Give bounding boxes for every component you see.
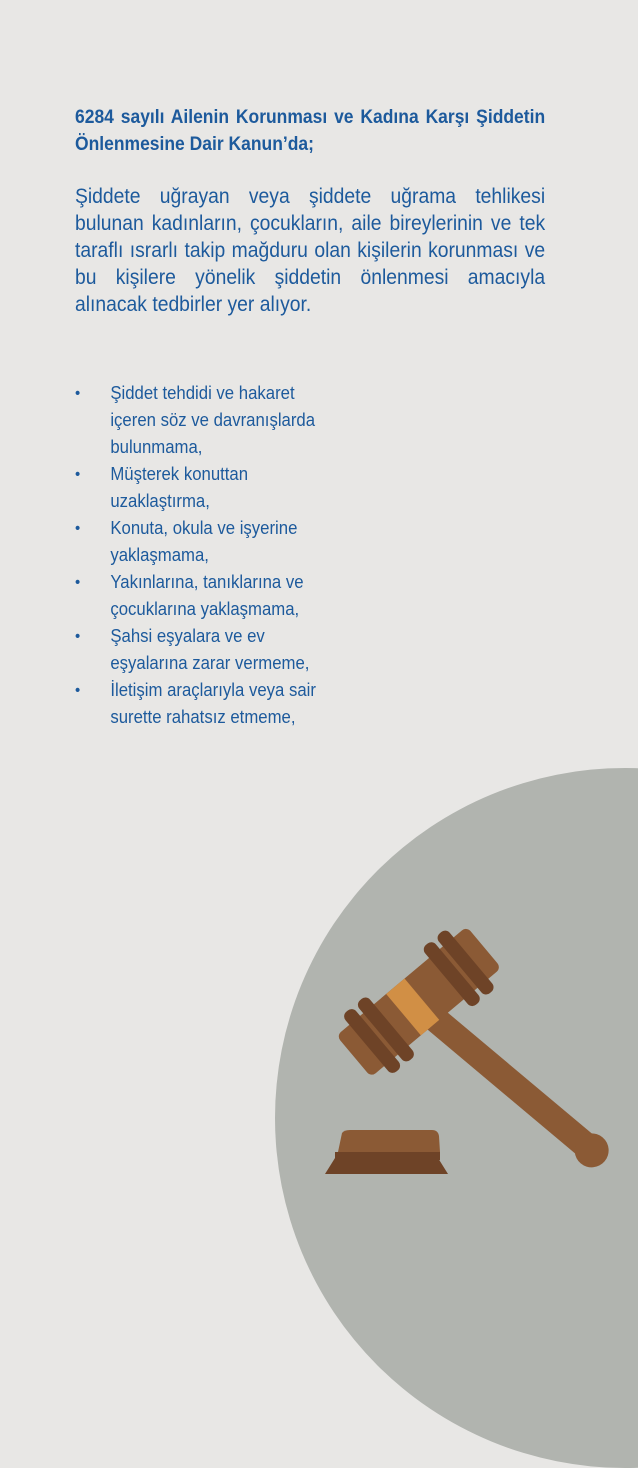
list-item-text: Yakınlarına, tanıklarına ve çocuklarına yaklaşmama, [110, 572, 304, 619]
list-item [75, 461, 334, 515]
list-item [75, 569, 334, 623]
list-item-text: Şiddet tehdidi ve hakaret içeren söz ve davranışlarda bulunmama, [110, 383, 316, 457]
bullet-icon: • [75, 385, 81, 402]
list-item-text: Müşterek konuttan uzaklaştırma, [110, 464, 249, 511]
list-item [75, 677, 334, 731]
list-item-text: Konuta, okula ve işyerine yaklaşmama, [110, 518, 298, 565]
bullet-icon: • [75, 520, 81, 537]
bullet-icon: • [75, 574, 81, 591]
bullet-icon: • [75, 628, 81, 645]
measures-list [75, 380, 353, 731]
page-heading: 6284 sayılı Ailenin Korunması ve Kadına Karşı Şiddetin Önlenmesine Dair Kanun’da; [75, 107, 546, 155]
list-item [75, 623, 334, 677]
list-item-text: İletişim araçlarıyla veya sair surette rahatsız etmeme, [110, 680, 316, 727]
gavel-icon [300, 900, 620, 1200]
list-item [75, 515, 334, 569]
bullet-icon: • [75, 466, 81, 483]
list-item [75, 380, 334, 461]
intro-paragraph: Şiddete uğrayan veya şiddete uğrama tehlikesi bulunan kadınların, çocukların, aile bireylerinin ve tek taraflı ısrarlı takip mağduru olan kişilerin korunması ve bu kişilere yönelik şiddetin önlenmesi amacıyla alınacak tedbirler yer alıyor. [75, 185, 546, 316]
bullet-icon: • [75, 682, 81, 699]
list-item-text: Şahsi eşyalara ve ev eşyalarına zarar vermeme, [110, 626, 310, 673]
